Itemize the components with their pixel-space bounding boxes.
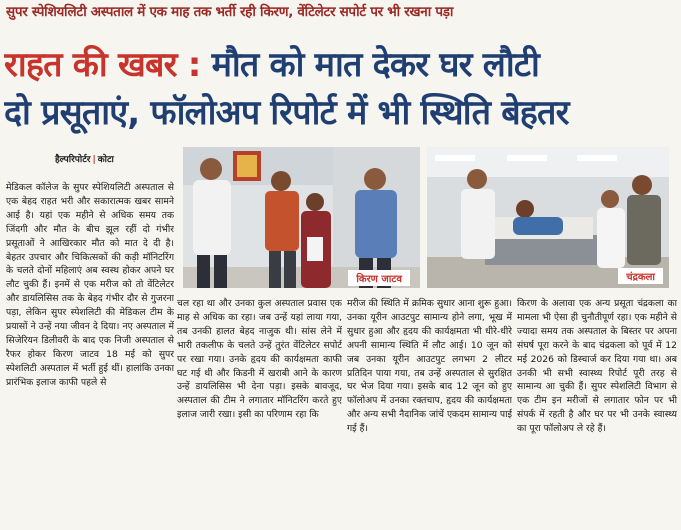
- article-column-1: [6, 181, 174, 530]
- article-column-3: [347, 297, 512, 530]
- photo-caption-kiran: किरण जाटव: [348, 270, 410, 286]
- headline-line-1-text: मौत को मात देकर घर लौटी: [211, 45, 539, 85]
- kicker: सुपर स्पेशियलिटी अस्पताल में एक माह तक भर्ती रही किरण, वेंटिलेटर सपोर्ट पर भी रखना पड़ा: [6, 4, 454, 20]
- photo-ward-chandrakala-image: [427, 147, 669, 288]
- photo-group-kiran-image: [183, 147, 420, 288]
- byline: [55, 152, 114, 165]
- article-paragraph-2: चल रहा था और उनका कुल अस्पताल प्रवास एक माह से अधिक का रहा। जब उन्हें यहां लाया गया, तब उनकी हालत बेहद नाजुक थी। सांस लेने में भारी तकलीफ के चलते उन्हें तुरंत वेंटिलेटर सपोर्ट पर रखा गया। उनके हृदय की कार्यक्षमता काफी घट गई थी और किडनी में खराबी आने के कारण उन्हें डायलिसिस भी देना पड़ा। इसके बावजूद, अस्पताल की टीम ने लगातार मॉनिटरिंग करते हुए इलाज जारी रखा। इसी का परिणाम रहा कि: [177, 298, 342, 421]
- byline-source: हैल्परिपोर्टर: [55, 155, 91, 165]
- headline-line-1: [4, 44, 678, 86]
- headline-line-2-text: दो प्रसूताएं, फॉलोअप रिपोर्ट में भी स्थिति बेहतर: [4, 93, 569, 133]
- headline-line-2: [4, 92, 678, 134]
- headline-prefix: राहत की खबर :: [4, 45, 201, 85]
- byline-city: कोटा: [97, 155, 114, 165]
- byline-separator: |: [92, 155, 96, 165]
- photo-caption-chandrakala: चंद्रकला: [618, 268, 663, 284]
- article-column-4: [517, 297, 677, 530]
- article-paragraph-3: मरीज की स्थिति में क्रमिक सुधार आना शुरू हुआ। उनका यूरीन आउटपुट सामान्य होने लगा, भूख में सुधार हुआ और हृदय की कार्यक्षमता भी धीरे-धीरे अपनी सामान्य स्थिति में लौट आई। 10 जून को जब उनका यूरीन आउटपुट लगभग 2 लीटर प्रतिदिन पाया गया, तब उन्हें अस्पताल से सुरक्षित घर भेज दिया गया। इसके बाद 12 जून को हुए फॉलोअप में उनका रक्तचाप, हृदय की कार्यक्षमता और अन्य सभी नैदानिक जांचें एकदम सामान्य पाई गई हैं।: [347, 298, 512, 435]
- article-paragraph-4: किरण के अलावा एक अन्य प्रसूता चंद्रकला का मामला भी ऐसा ही चुनौतीपूर्ण रहा। एक महीने से ज्यादा समय तक अस्पताल के बिस्तर पर अपना संघर्ष पूरा करने के बाद चंद्रकला को पूर्व में 12 मई 2026 को डिस्चार्ज कर दिया गया था। अब उनकी भी सभी स्वास्थ्य रिपोर्ट पूरी तरह से सामान्य आ चुकी हैं। सुपर स्पेशलिटी विभाग से एक टीम इन मरीजों से लगातार फोन पर भी संपर्क में रहती है और घर पर भी उनके स्वास्थ्य का पूरा फॉलोअप ले रहे हैं।: [517, 298, 677, 435]
- photo-ward-chandrakala: [427, 147, 669, 288]
- photo-group-kiran: [183, 147, 420, 288]
- article-paragraph-1: मेडिकल कॉलेज के सुपर स्पेशियलिटी अस्पताल से एक बेहद राहत भरी और सकारात्मक खबर सामने आई है। यहां एक महीने से अधिक समय तक जिंदगी और मौत के बीच झूल रहीं दो गंभीर प्रसूताओं ने आखिरकार मौत को मात दे दी है। बेहतर उपचार और चिकित्सकों की कड़ी मॉनिटरिंग के चलते दोनों महिलाएं अब स्वस्थ होकर अपने घर लौट चुकी हैं। इनमें से एक मरीज को तो वेंटिलेटर और डायलिसिस तक के बेहद गंभीर दौर से गुजरना पड़ा, लेकिन सुपर स्पेशलिटी की मेडिकल टीम के प्रयासों ने उन्हें नया जीवन दे दिया। नए अस्पताल में सिजेरियन डिलीवरी के बाद एक निजी अस्पताल से रैफर होकर किरण जाटव 18 मई को सुपर स्पेशलिटी अस्पताल में भर्ती हुई थीं। हालांकि उनका प्रारंभिक इलाज काफी पहले से: [6, 182, 174, 388]
- article-column-2: [177, 297, 342, 530]
